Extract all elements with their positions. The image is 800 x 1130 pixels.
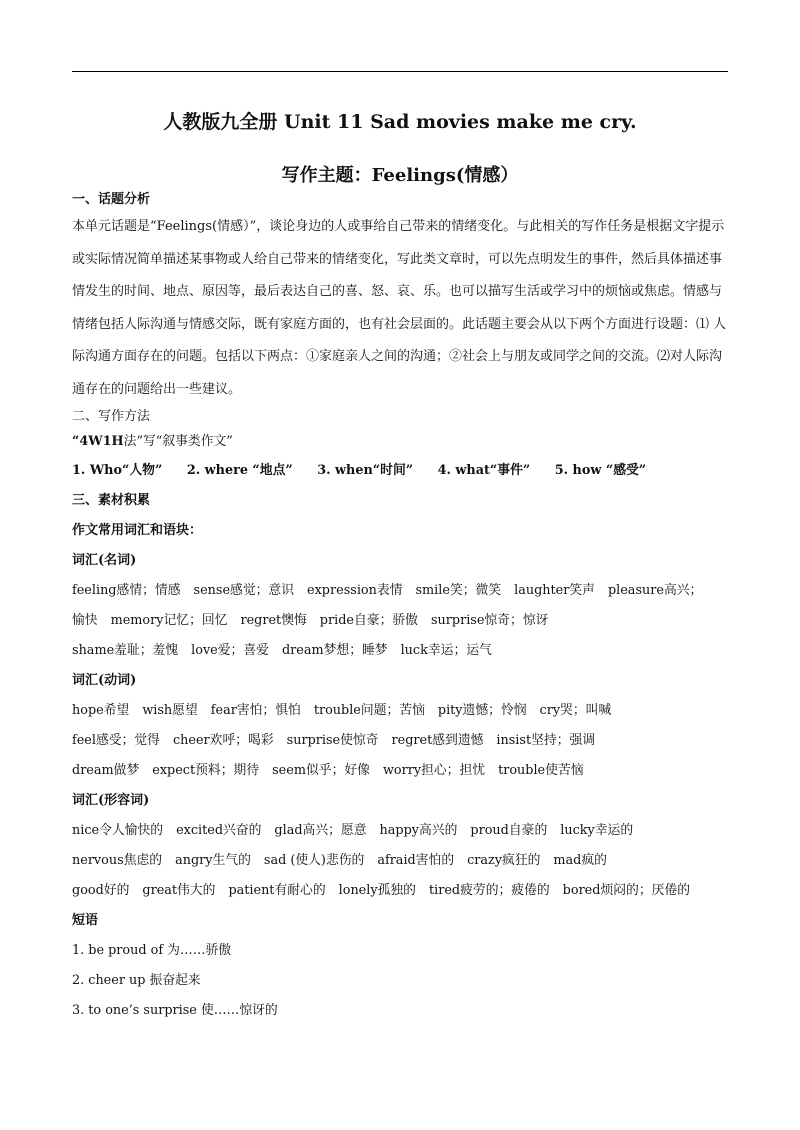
vocab-term: mad	[553, 853, 582, 868]
vocab-meaning: 幸运的	[594, 823, 634, 838]
vocab-meaning: 生气的	[212, 853, 251, 868]
vocab-meaning: 疲劳的；疲倦的	[460, 883, 550, 898]
vocab-meaning: 梦想；睡梦	[323, 643, 388, 658]
vocab-meaning: 坚持；强调	[531, 733, 596, 748]
vocab-term: worry	[382, 763, 422, 778]
vocab-meaning: 希望	[103, 703, 130, 718]
vocab-term: afraid	[377, 853, 416, 868]
vocab-entry	[142, 876, 215, 906]
vocab-meaning: 害怕的	[415, 853, 455, 868]
vocab-term: happy	[379, 823, 419, 838]
section-heading-writing-method: 二、写作方法	[72, 409, 151, 424]
vocab-meaning: 高兴；愿意	[302, 823, 367, 838]
vocab-term: laughter	[514, 583, 570, 598]
method-item-when: 3. when“时间”	[317, 463, 414, 478]
vocab-line	[72, 756, 732, 786]
section-heading-topic-analysis: 一、话题分析	[72, 192, 151, 207]
vocab-meaning: 做梦	[113, 763, 140, 778]
vocab-entry	[560, 816, 633, 846]
vocab-term: memory	[110, 613, 164, 628]
vocab-term: excited	[176, 823, 224, 838]
vocab-meaning: 幸运；运气	[427, 643, 492, 658]
vocab-entry	[175, 846, 251, 876]
vocab-term: fear	[210, 703, 237, 718]
vocab-entry	[377, 846, 454, 876]
vocab-line	[72, 726, 732, 756]
vocab-entry	[563, 876, 690, 906]
vocab-term: nice	[72, 823, 100, 838]
vocab-entry	[274, 816, 366, 846]
vocab-term: patient	[228, 883, 275, 898]
vocab-meaning: 笑；微笑	[449, 583, 502, 598]
method-line	[72, 428, 732, 456]
vocab-meaning: 欢呼；喝彩	[209, 733, 274, 748]
vocab-meaning: 悲伤的	[325, 853, 365, 868]
vocab-term: feeling	[72, 583, 117, 598]
vocab-line	[72, 606, 732, 636]
vocab-meaning: 伟大的	[177, 883, 216, 898]
vocab-term: proud	[470, 823, 509, 838]
vocab-term: bored	[562, 883, 601, 898]
vocab-entry	[608, 576, 702, 606]
vocab-meaning: 令人愉快的	[99, 823, 164, 838]
vocab-meaning: 爱；喜爱	[217, 643, 269, 658]
vocab-meaning: 感受；觉得	[95, 733, 160, 748]
vocab-entry	[415, 576, 501, 606]
vocab-term: dream	[281, 643, 324, 658]
vocab-entry	[72, 726, 160, 756]
vocab-meaning: 孤独的	[377, 883, 416, 898]
vocab-entry	[72, 606, 98, 636]
vocab-entry	[272, 756, 370, 786]
adjectives-heading: 词汇(形容词)	[72, 793, 150, 808]
vocab-term: pleasure	[607, 583, 664, 598]
vocab-entry	[498, 756, 583, 786]
vocab-term: sad (使人)	[263, 853, 326, 868]
document-subtitle: 写作主题：Feelings(情感）	[281, 165, 519, 186]
vocab-term: luck	[400, 643, 428, 658]
vocab-term: surprise	[286, 733, 341, 748]
vocab-meaning: 烦闷的；厌倦的	[600, 883, 691, 898]
vocab-entry	[401, 636, 492, 666]
vocab-entry	[429, 876, 550, 906]
vocab-entry	[72, 576, 181, 606]
vocab-term: feel	[72, 733, 96, 748]
vocab-meaning: 羞耻；羞愧	[114, 643, 179, 658]
vocab-entry	[380, 816, 458, 846]
vocab-entry	[72, 636, 178, 666]
vocab-entry	[228, 876, 325, 906]
vocab-meaning: 兴奋的	[223, 823, 262, 838]
vocab-meaning: 担心；担忧	[421, 763, 486, 778]
vocab-meaning: 哭；叫喊	[560, 703, 612, 718]
vocab-entry	[553, 846, 607, 876]
vocab-meaning: 愉快	[72, 613, 98, 628]
vocab-entry	[111, 606, 228, 636]
vocab-entry	[314, 696, 425, 726]
vocab-term: wish	[142, 703, 173, 718]
vocab-entry	[470, 816, 547, 846]
vocab-term: smile	[415, 583, 450, 598]
vocab-term: dream	[72, 763, 114, 778]
vocab-term: pride	[319, 613, 354, 628]
vocab-meaning: 记忆；回忆	[163, 613, 228, 628]
verbs-heading: 词汇(动词)	[72, 673, 137, 688]
vocab-term: regret	[240, 613, 282, 628]
vocab-entry	[282, 636, 388, 666]
vocab-meaning: 有耐心的	[274, 883, 326, 898]
vocab-term: seem	[272, 763, 306, 778]
vocab-term: great	[142, 883, 178, 898]
vocab-term: lucky	[560, 823, 595, 838]
vocab-term: cheer	[172, 733, 210, 748]
method-description: 法”写“叙事类作文”	[123, 434, 233, 449]
vocab-entry	[72, 756, 139, 786]
method-name: “4W1H	[72, 434, 124, 449]
vocab-term: angry	[175, 853, 213, 868]
vocab-meaning: 高兴的	[419, 823, 458, 838]
vocab-entry	[383, 756, 485, 786]
vocab-meaning: 惊奇；惊讶	[484, 613, 549, 628]
vocab-entry	[173, 726, 274, 756]
vocab-term: tired	[428, 883, 461, 898]
vocab-meaning: 害怕；惧怕	[236, 703, 301, 718]
header-rule	[72, 71, 728, 72]
vocab-entry	[392, 726, 484, 756]
vocab-entry	[467, 846, 540, 876]
vocab-term: sense	[193, 583, 231, 598]
vocab-meaning: 问题；苦恼	[360, 703, 425, 718]
nouns-heading: 词汇(名词)	[72, 553, 137, 568]
adjectives-list	[72, 816, 732, 906]
vocab-entry	[307, 576, 402, 606]
vocab-line	[72, 816, 732, 846]
vocab-entry	[431, 606, 548, 636]
vocab-meaning: 自豪；骄傲	[353, 613, 418, 628]
vocab-entry	[142, 696, 197, 726]
phrase-item: 2. cheer up 振奋起来	[72, 973, 201, 988]
vocab-term: glad	[274, 823, 303, 838]
vocab-line	[72, 576, 732, 606]
vocab-term: hope	[72, 703, 104, 718]
vocab-term: pity	[437, 703, 463, 718]
vocab-term: expression	[307, 583, 377, 598]
vocab-line	[72, 696, 732, 726]
vocab-meaning: 疯狂的	[502, 853, 541, 868]
method-item-how: 5. how “感受”	[554, 463, 647, 478]
vocab-meaning: 使惊奇	[340, 733, 379, 748]
vocab-meaning: 感情；情感	[116, 583, 181, 598]
vocab-meaning: 高兴；	[663, 583, 703, 598]
topic-analysis-paragraph: 本单元话题是“Feelings(情感）”，谈论身边的人或事给自己带来的情绪变化。与此相关的写作任务是根据文字提示或实际情况简单描述某事物或人给自己带来的情绪变化，写此类文章时，可以先点明发生的事件，然后具体描述事情发生的时间、地点、原因等，最后表达自己的喜、怒、哀、乐。也可以描写生活或学习中的烦恼或焦虑。情感与情绪包括人际沟通与情感交际，既有家庭方面的，也有社会层面的。此话题主要会从以下两个方面进行设题：⑴ 人际沟通方面存在的问题。包括以下两点：①家庭亲人之间的沟通；②社会上与朋友或同学之间的交流。⑵对人际沟通存在的问题给出一些建议。	[72, 219, 727, 397]
vocab-entry	[320, 606, 418, 636]
vocab-term: lonely	[338, 883, 378, 898]
vocab-meaning: 懊悔	[281, 613, 307, 628]
vocab-entry	[191, 636, 269, 666]
vocab-term: surprise	[430, 613, 485, 628]
phrases-heading: 短语	[72, 913, 99, 928]
phrase-item: 3. to one’s surprise 使……惊讶的	[72, 1003, 278, 1018]
vocab-entry	[72, 876, 129, 906]
vocab-term: love	[191, 643, 218, 658]
vocab-term: trouble	[498, 763, 546, 778]
vocab-meaning: 好的	[103, 883, 130, 898]
vocab-meaning: 笑声	[569, 583, 595, 598]
vocab-meaning: 表情	[376, 583, 403, 598]
vocab-entry	[287, 726, 379, 756]
vocab-term: shame	[72, 643, 115, 658]
vocab-meaning: 愿望	[172, 703, 198, 718]
vocab-term: regret	[391, 733, 433, 748]
vocab-term: nervous	[72, 853, 124, 868]
vocab-term: trouble	[313, 703, 361, 718]
phrase-item: 1. be proud of 为……骄傲	[72, 943, 232, 958]
vocab-entry	[72, 846, 162, 876]
vocab-entry	[72, 696, 129, 726]
vocab-meaning: 使苦恼	[545, 763, 584, 778]
vocab-entry	[264, 846, 364, 876]
vocab-meaning: 预料；期待	[195, 763, 260, 778]
vocab-line	[72, 636, 732, 666]
vocab-meaning: 感到遗憾	[432, 733, 484, 748]
method-item-what: 4. what“事件”	[437, 463, 531, 478]
vocab-entry	[240, 606, 306, 636]
vocab-entry	[152, 756, 259, 786]
nouns-list	[72, 576, 732, 666]
vocab-entry	[72, 816, 163, 846]
vocab-meaning: 疯的	[581, 853, 607, 868]
vocab-meaning: 感觉；意识	[230, 583, 295, 598]
vocab-entry	[339, 876, 416, 906]
vocab-entry	[514, 576, 595, 606]
vocab-term: expect	[152, 763, 196, 778]
vocab-meaning: 似乎；好像	[305, 763, 370, 778]
method-items-line	[72, 456, 732, 486]
vocab-entry	[438, 696, 527, 726]
vocab-entry	[176, 816, 261, 846]
vocabulary-subheading: 作文常用词汇和语块：	[72, 523, 203, 538]
document-content	[72, 189, 732, 1026]
verbs-list	[72, 696, 732, 786]
section-heading-materials: 三、素材积累	[72, 493, 151, 508]
method-item-who: 1. Who“人物”	[72, 463, 163, 478]
vocab-meaning: 遗憾；怜悯	[462, 703, 527, 718]
vocab-term: cry	[539, 703, 561, 718]
vocab-entry	[496, 726, 595, 756]
vocab-term: insist	[496, 733, 532, 748]
document-title: 人教版九全册 Unit 11 Sad movies make me cry.	[163, 111, 637, 133]
vocab-line	[72, 846, 732, 876]
vocab-meaning: 焦虑的	[123, 853, 163, 868]
vocab-entry	[194, 576, 295, 606]
method-item-where: 2. where “地点”	[186, 463, 293, 478]
vocab-entry	[211, 696, 301, 726]
vocab-term: good	[72, 883, 104, 898]
vocab-entry	[540, 696, 612, 726]
vocab-meaning: 自豪的	[508, 823, 548, 838]
vocab-term: crazy	[467, 853, 503, 868]
vocab-line	[72, 876, 732, 906]
